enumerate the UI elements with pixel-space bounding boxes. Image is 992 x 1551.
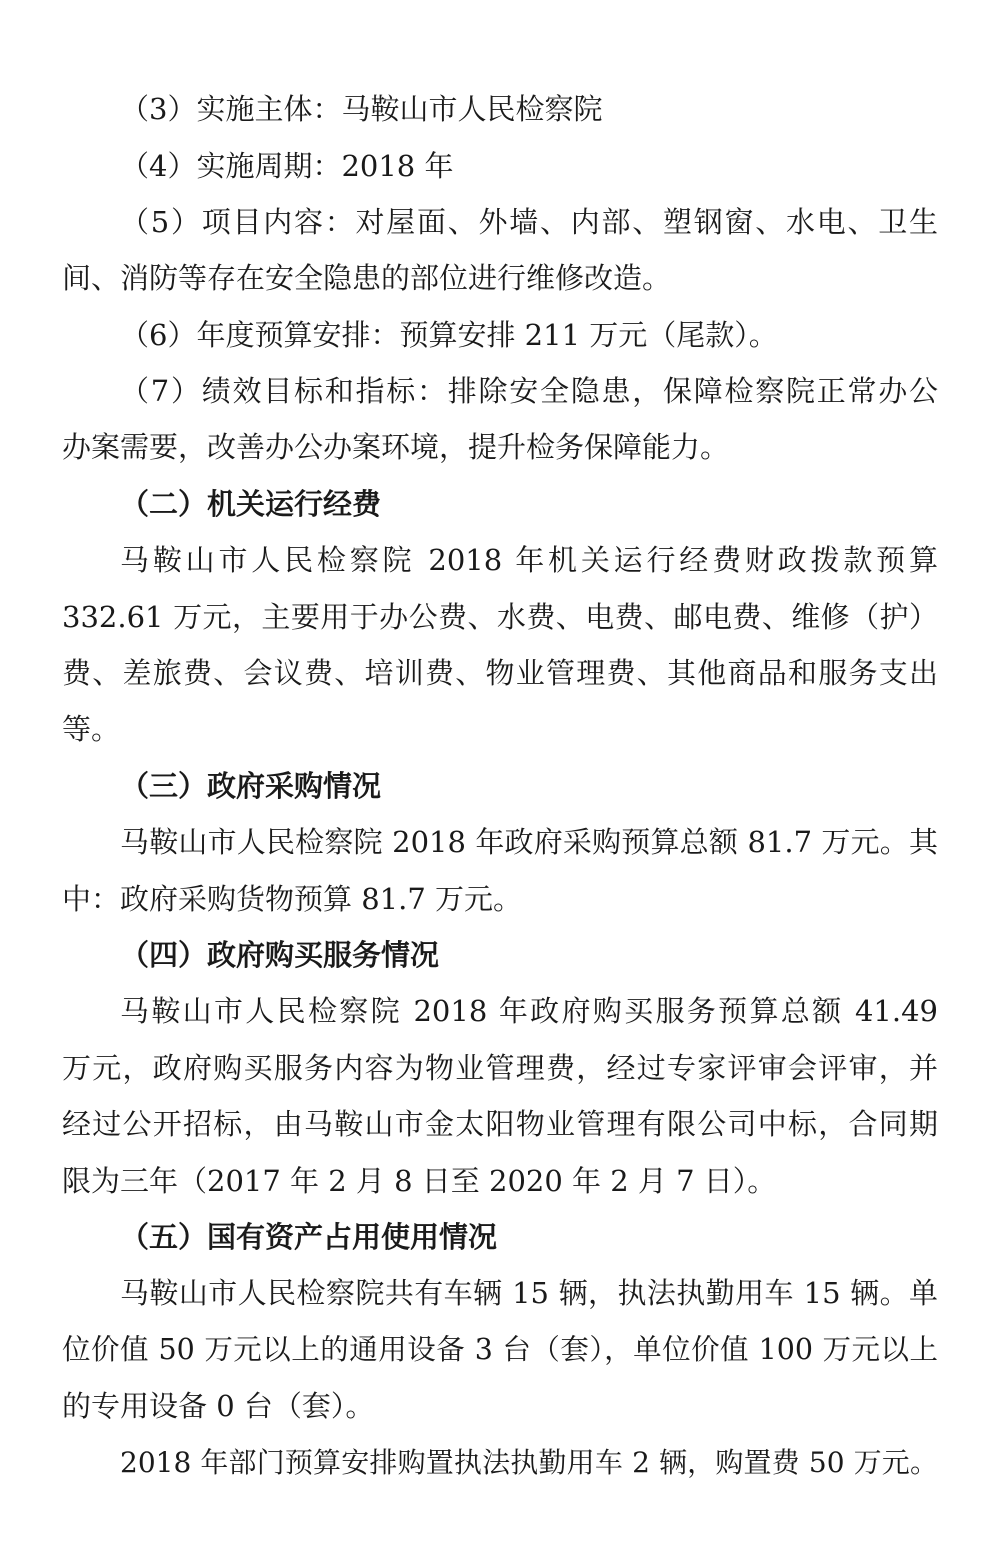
- purchased-services-line-1: 马鞍山市人民检察院 2018 年政府购买服务预算总额 41.49: [120, 994, 938, 1028]
- procurement-line-2: 中：政府采购货物预算 81.7 万元。: [62, 882, 523, 916]
- state-assets-line-2: 位价值 50 万元以上的通用设备 3 台（套），单位价值 100 万元以上: [62, 1333, 938, 1366]
- state-assets-line-3: 的专用设备 0 台（套）。: [62, 1389, 375, 1423]
- vehicle-purchase-budget: 2018 年部门预算安排购置执法执勤用车 2 辆，购置费 50 万元。: [120, 1446, 938, 1479]
- operating-expenses-line-2: 332.61 万元，主要用于办公费、水费、电费、邮电费、维修（护）: [62, 600, 938, 634]
- item-7-goals-line-2: 办案需要，改善办公办案环境，提升检务保障能力。: [62, 430, 730, 464]
- operating-expenses-line-1: 马鞍山市人民检察院 2018 年机关运行经费财政拨款预算: [120, 543, 938, 577]
- item-7-goals-line-1: （7）绩效目标和指标：排除安全隐患，保障检察院正常办公: [120, 374, 938, 408]
- item-4-period: （4）实施周期：2018 年: [120, 149, 454, 183]
- section-heading-procurement: （三）政府采购情况: [120, 769, 382, 803]
- purchased-services-line-3: 经过公开招标，由马鞍山市金太阳物业管理有限公司中标，合同期: [62, 1107, 938, 1141]
- section-heading-operating-expenses: （二）机关运行经费: [120, 487, 382, 521]
- operating-expenses-line-4: 等。: [62, 712, 121, 746]
- section-heading-purchased-services: （四）政府购买服务情况: [120, 938, 440, 972]
- purchased-services-line-2: 万元，政府购买服务内容为物业管理费，经过专家评审会评审，并: [62, 1051, 938, 1085]
- operating-expenses-line-3: 费、差旅费、会议费、培训费、物业管理费、其他商品和服务支出: [62, 656, 938, 690]
- item-5-content-line-2: 间、消防等存在安全隐患的部位进行维修改造。: [62, 261, 672, 295]
- item-5-content-line-1: （5）项目内容：对屋面、外墙、内部、塑钢窗、水电、卫生: [120, 205, 938, 239]
- state-assets-line-1: 马鞍山市人民检察院共有车辆 15 辆，执法执勤用车 15 辆。单: [120, 1276, 938, 1310]
- item-3-implementer: （3）实施主体：马鞍山市人民检察院: [120, 92, 603, 126]
- section-heading-state-assets: （五）国有资产占用使用情况: [120, 1220, 498, 1254]
- purchased-services-line-4: 限为三年（2017 年 2 月 8 日至 2020 年 2 月 7 日）。: [62, 1164, 777, 1198]
- procurement-line-1: 马鞍山市人民检察院 2018 年政府采购预算总额 81.7 万元。其: [120, 825, 938, 859]
- item-6-budget: （6）年度预算安排：预算安排 211 万元（尾款）。: [120, 318, 778, 352]
